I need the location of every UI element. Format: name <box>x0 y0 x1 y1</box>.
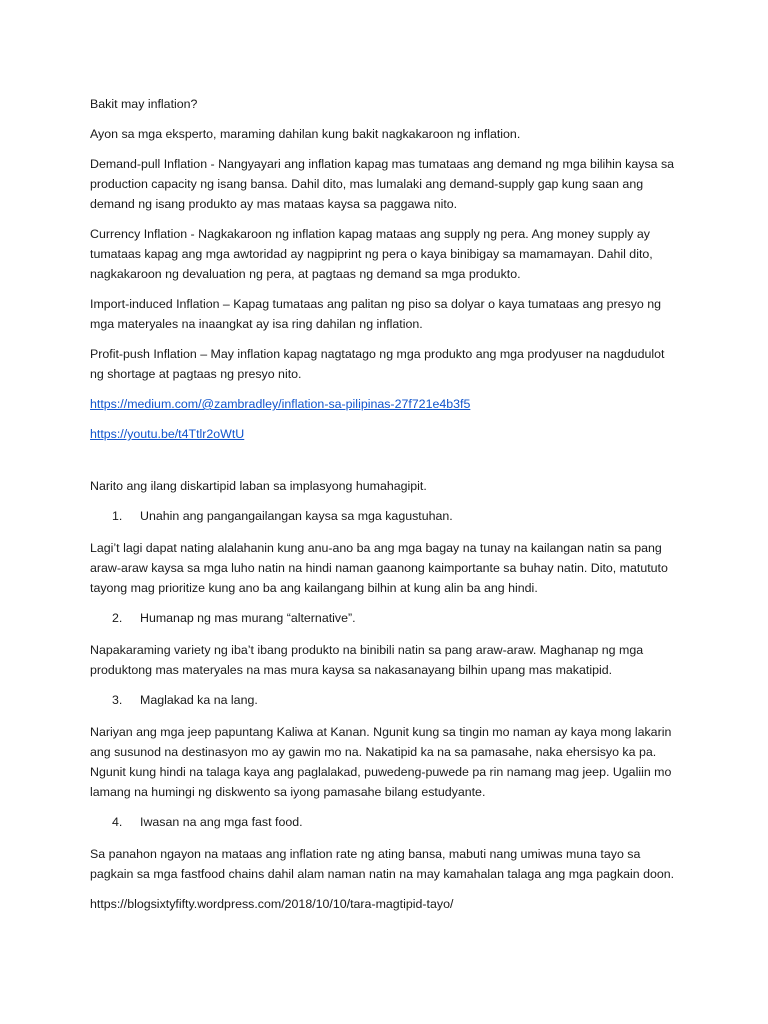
list-item-text: Unahin ang pangangailangan kaysa sa mga kagustuhan. <box>140 509 453 523</box>
list-number: 4. <box>112 815 123 829</box>
tip-2-body: Napakaraming variety ng iba’t ibang produkto na binibili natin sa pang araw-araw. Maghanap ng mga produktong mas materyales na mas mura kaysa sa nakasanayang bilhin upang mas makatipid. <box>90 643 644 677</box>
link-paragraph-medium <box>90 394 680 414</box>
intro-paragraph: Ayon sa mga eksperto, maraming dahilan kung bakit nagkakaroon ng inflation. <box>90 127 521 141</box>
section-heading: Bakit may inflation? <box>90 97 198 111</box>
cause-demand-pull: Demand-pull Inflation - Nangyayari ang inflation kapag mas tumataas ang demand ng mga bilihin kaysa sa production capacity ng isang bansa. Dahil dito, mas lumalaki ang demand-supply gap kung saan ang demand ng isang produkto ay mas mataas kaysa sa paggawa nito. <box>90 157 675 211</box>
tip-1-body: Lagi’t lagi dapat nating alalahanin kung anu-ano ba ang mga bagay na tunay na kailangan natin sa pang araw-araw kaysa sa mga luho natin na hindi naman gaanong kaimportante sa buhay natin. Dito, matututo tayong mag prioritize kung ano ba ang kailangang bilhin at kung alin ba ang hindi. <box>90 541 668 595</box>
tip-1-title <box>90 506 680 526</box>
list-number: 3. <box>112 693 123 707</box>
tip-3-title <box>90 690 680 710</box>
blank-line <box>90 454 698 476</box>
source-paragraph <box>90 894 680 914</box>
link-paragraph-youtube <box>90 424 680 444</box>
source-url[interactable]: https://blogsixtyfifty.wordpress.com/2018/10/10/tara-magtipid-tayo/ <box>90 897 454 911</box>
list-item-text: Maglakad ka na lang. <box>140 693 258 707</box>
list-item-text: Humanap ng mas murang “alternative”. <box>140 611 356 625</box>
cause-profit-push: Profit-push Inflation – May inflation kapag nagtatago ng mga produkto ang mga prodyuser na nagdudulot ng shortage at pagtaas ng presyo nito. <box>90 347 665 381</box>
tip-3-body: Nariyan ang mga jeep papuntang Kaliwa at Kanan. Ngunit kung sa tingin mo naman ay kaya mong lakarin ang susunod na destinasyon mo ay gawin mo na. Nakatipid ka na sa pamasahe, naka ehersisyo ka pa. Ngunit kung hindi na talaga kaya ang paglalakad, puwedeng-puwede pa rin namang mag jeep. Ugaliin mo lamang na humingi ng diskwento sa iyong pamasahe bilang estudyante. <box>90 725 672 799</box>
cause-currency: Currency Inflation - Nagkakaroon ng inflation kapag mataas ang supply ng pera. Ang money supply ay tumataas kapag ang mga awtoridad ay nagpiprint ng pera o kaya binibigay sa mamamayan. Dahil dito, nagkakaroon ng devaluation ng pera, at pagtaas ng demand sa mga produkto. <box>90 227 653 281</box>
medium-link[interactable]: https://medium.com/@zambradley/inflation-sa-pilipinas-27f721e4b3f5 <box>90 397 471 411</box>
list-number: 2. <box>112 611 123 625</box>
tip-4-body: Sa panahon ngayon na mataas ang inflation rate ng ating bansa, mabuti nang umiwas muna tayo sa pagkain sa mga fastfood chains dahil alam naman natin na may kamahalan talaga ang mga pagkain doon. <box>90 847 675 881</box>
youtube-link[interactable]: https://youtu.be/t4Ttlr2oWtU <box>90 427 245 441</box>
list-item-text: Iwasan na ang mga fast food. <box>140 815 303 829</box>
list-number: 1. <box>112 509 123 523</box>
tip-4-title <box>90 812 680 832</box>
tips-intro: Narito ang ilang diskartipid laban sa implasyong humahagipit. <box>90 479 427 493</box>
tip-2-title <box>90 608 680 628</box>
cause-import-induced: Import-induced Inflation – Kapag tumataas ang palitan ng piso sa dolyar o kaya tumataas ang presyo ng mga materyales na inaangkat ay isa ring dahilan ng inflation. <box>90 297 662 331</box>
